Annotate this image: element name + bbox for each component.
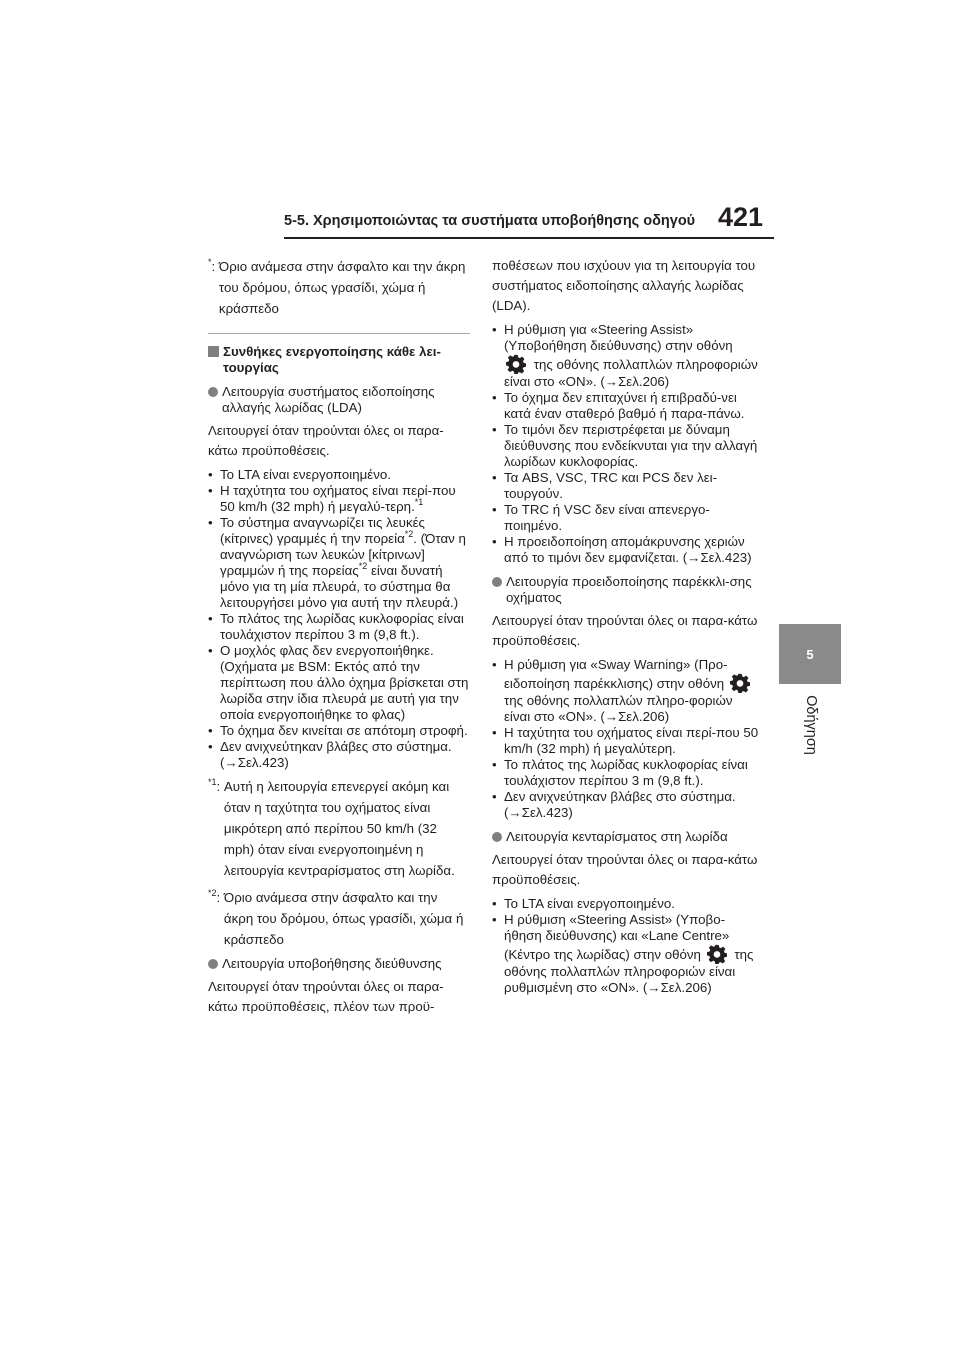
chapter-title: 5-5. Χρησιμοποιώντας τα συστήματα υποβοήθησης οδηγού xyxy=(284,213,696,229)
left-column xyxy=(208,256,470,1023)
list-item: • Η ρύθμιση «Steering Assist» (Υποβο-ήθηση διεύθυνσης) και «Lane Centre» (Κέντρο της λωρίδας) στην οθόνη της οθόνης πολλαπλών πληροφοριών είναι ρυθμισμένη στο «ON». (→Σελ.206) xyxy=(492,912,754,995)
dot-icon xyxy=(492,832,502,842)
list-item: • Το LTA είναι ενεργοποιημένο. xyxy=(492,896,675,911)
condition-list-sway-warning xyxy=(492,657,760,821)
list-item: • Το τιμόνι δεν περιστρέφεται με δύναμη διεύθυνσης που ενδείκνυται για την αλλαγή λωρίδων κυκλοφορίας. xyxy=(492,422,758,469)
paragraph: Λειτουργεί όταν τηρούνται όλες οι παρα-κάτω προϋποθέσεις, πλέον των προϋ- xyxy=(208,979,444,1014)
dot-icon xyxy=(492,577,502,587)
gear-icon xyxy=(730,673,750,693)
section-heading: Συνθήκες ενεργοποίησης κάθε λει-τουργίας xyxy=(208,344,470,376)
list-item: • Το όχημα δεν επιταχύνει ή επιβραδύ-νει κατά έναν σταθερό βαθμό ή παρα-πάνω. xyxy=(492,390,745,421)
subsection-heading-lane-centering: Λειτουργία κενταρίσματος στη λωρίδα xyxy=(492,829,760,845)
list-item: • Το όχημα δεν κινείται σε απότομη στροφή. xyxy=(208,723,468,738)
paragraph: Λειτουργεί όταν τηρούνται όλες οι παρα-κάτω προϋποθέσεις. xyxy=(492,613,758,648)
list-item: • Η ρύθμιση για «Sway Warning» (Προ-ειδοποίηση παρέκκλισης) στην οθόνη της οθόνης πολλαπλών πληρο-φοριών είναι στο «ON». (→Σελ.206) xyxy=(492,657,760,725)
list-item: • Τα ABS, VSC, TRC και PCS δεν λει-τουργούν. xyxy=(492,470,718,501)
gear-icon xyxy=(707,944,727,964)
subsection-heading-lda: Λειτουργία συστήματος ειδοποίησης αλλαγής λωρίδας (LDA) xyxy=(208,384,470,416)
paragraph: ποθέσεων που ισχύουν για τη λειτουργία του συστήματος ειδοποίησης αλλαγής λωρίδας (LDA). xyxy=(492,258,756,313)
list-item: • Το LTA είναι ενεργοποιημένο. xyxy=(208,467,391,482)
square-icon xyxy=(208,346,219,357)
dot-icon xyxy=(208,387,218,397)
list-item: • Ο μοχλός φλας δεν ενεργοποιήθηκε. (Οχήματα με BSM: Εκτός από την περίπτωση που άλλο όχημα βρίσκεται στη λωρίδα στην ίδια πλευρά με αυτή για την οποία ενεργοποιήθηκε το φλας) xyxy=(208,643,469,722)
footnote-2: $^{*2}$: Όριο ανάμεσα στην άσφαλτο και την άκρη του δρόμου, όπως γρασίδι, χώμα ή κράσπεδο xyxy=(208,888,464,947)
list-item: • Το σύστημα αναγνωρίζει τις λευκές (κίτρινες) γραμμές ή την πορεία$^{*2}$. (Όταν η αναγνώριση των λευκών [κίτρινων] γραμμών ή της πορείας$^{*2}$ είναι δυνατή μόνο για τη μία πλευρά, το σύστημα θα λειτουργήσει μόνο για αυτή την πλευρά.) xyxy=(208,515,466,610)
header-divider xyxy=(284,237,774,239)
footnote-top: *: Όριο ανάμεσα στην άσφαλτο και την άκρη του δρόμου, όπως γρασίδι, χώμα ή κράσπεδο xyxy=(208,257,466,316)
paragraph: Λειτουργεί όταν τηρούνται όλες οι παρα-κάτω προϋποθέσεις. xyxy=(492,852,758,887)
chapter-tab-label: Οδήγηση xyxy=(803,695,819,755)
paragraph: Λειτουργεί όταν τηρούνται όλες οι παρα-κάτω προϋποθέσεις. xyxy=(208,423,444,458)
list-item: • Δεν ανιχνεύτηκαν βλάβες στο σύστημα. (→Σελ.423) xyxy=(492,789,736,820)
list-item: • Η ταχύτητα του οχήματος είναι περί-που 50 km/h (32 mph) ή μεγαλύ-τερη.$^{*1}$ xyxy=(208,483,456,514)
subsection-heading-sway-warning: Λειτουργία προειδοποίησης παρέκκλι-σης οχήματος xyxy=(492,574,760,606)
list-item: • Το TRC ή VSC δεν είναι απενεργο-ποιημένο. xyxy=(492,502,710,533)
condition-list-lda xyxy=(208,467,470,771)
subsection-heading-steering-assist: Λειτουργία υποβοήθησης διεύθυνσης xyxy=(208,956,470,972)
list-item: • Η ρύθμιση για «Steering Assist» (Υποβοήθηση διεύθυνσης) στην οθόνη της οθόνης πολλαπλών πληροφοριών είναι στο «ON». (→Σελ.206) xyxy=(492,322,758,389)
list-item: • Το πλάτος της λωρίδας κυκλοφορίας είναι τουλάχιστον περίπου 3 m (9,8 ft.). xyxy=(208,611,464,642)
condition-list-lane-centering xyxy=(492,896,760,996)
footnote-1: $^{*1}$: Αυτή η λειτουργία επενεργεί ακόμη και όταν η ταχύτητα του οχήματος είναι μικρότερη από περίπου 50 km/h (32 mph) όταν είναι ενεργοποιημένη η λειτουργία κεντραρίσματος στη λωρίδα. xyxy=(208,777,455,878)
gear-icon xyxy=(506,354,526,374)
list-item: • Το πλάτος της λωρίδας κυκλοφορίας είναι τουλάχιστον περίπου 3 m (9,8 ft.). xyxy=(492,757,748,788)
chapter-tab-number: 5 xyxy=(806,646,814,662)
list-item: • Η ταχύτητα του οχήματος είναι περί-που 50 km/h (32 mph) ή μεγαλύτερη. xyxy=(492,725,759,756)
chapter-tab[interactable] xyxy=(779,624,841,684)
dot-icon xyxy=(208,959,218,969)
page-number: 421 xyxy=(718,202,764,232)
list-item: • Δεν ανιχνεύτηκαν βλάβες στο σύστημα. (→Σελ.423) xyxy=(208,739,452,770)
section-divider xyxy=(208,333,470,334)
list-item: • Η προειδοποίηση απομάκρυνσης χεριών από το τιμόνι δεν εμφανίζεται. (→Σελ.423) xyxy=(492,534,752,565)
condition-list-steering-assist xyxy=(492,322,760,566)
right-column xyxy=(492,256,760,1001)
